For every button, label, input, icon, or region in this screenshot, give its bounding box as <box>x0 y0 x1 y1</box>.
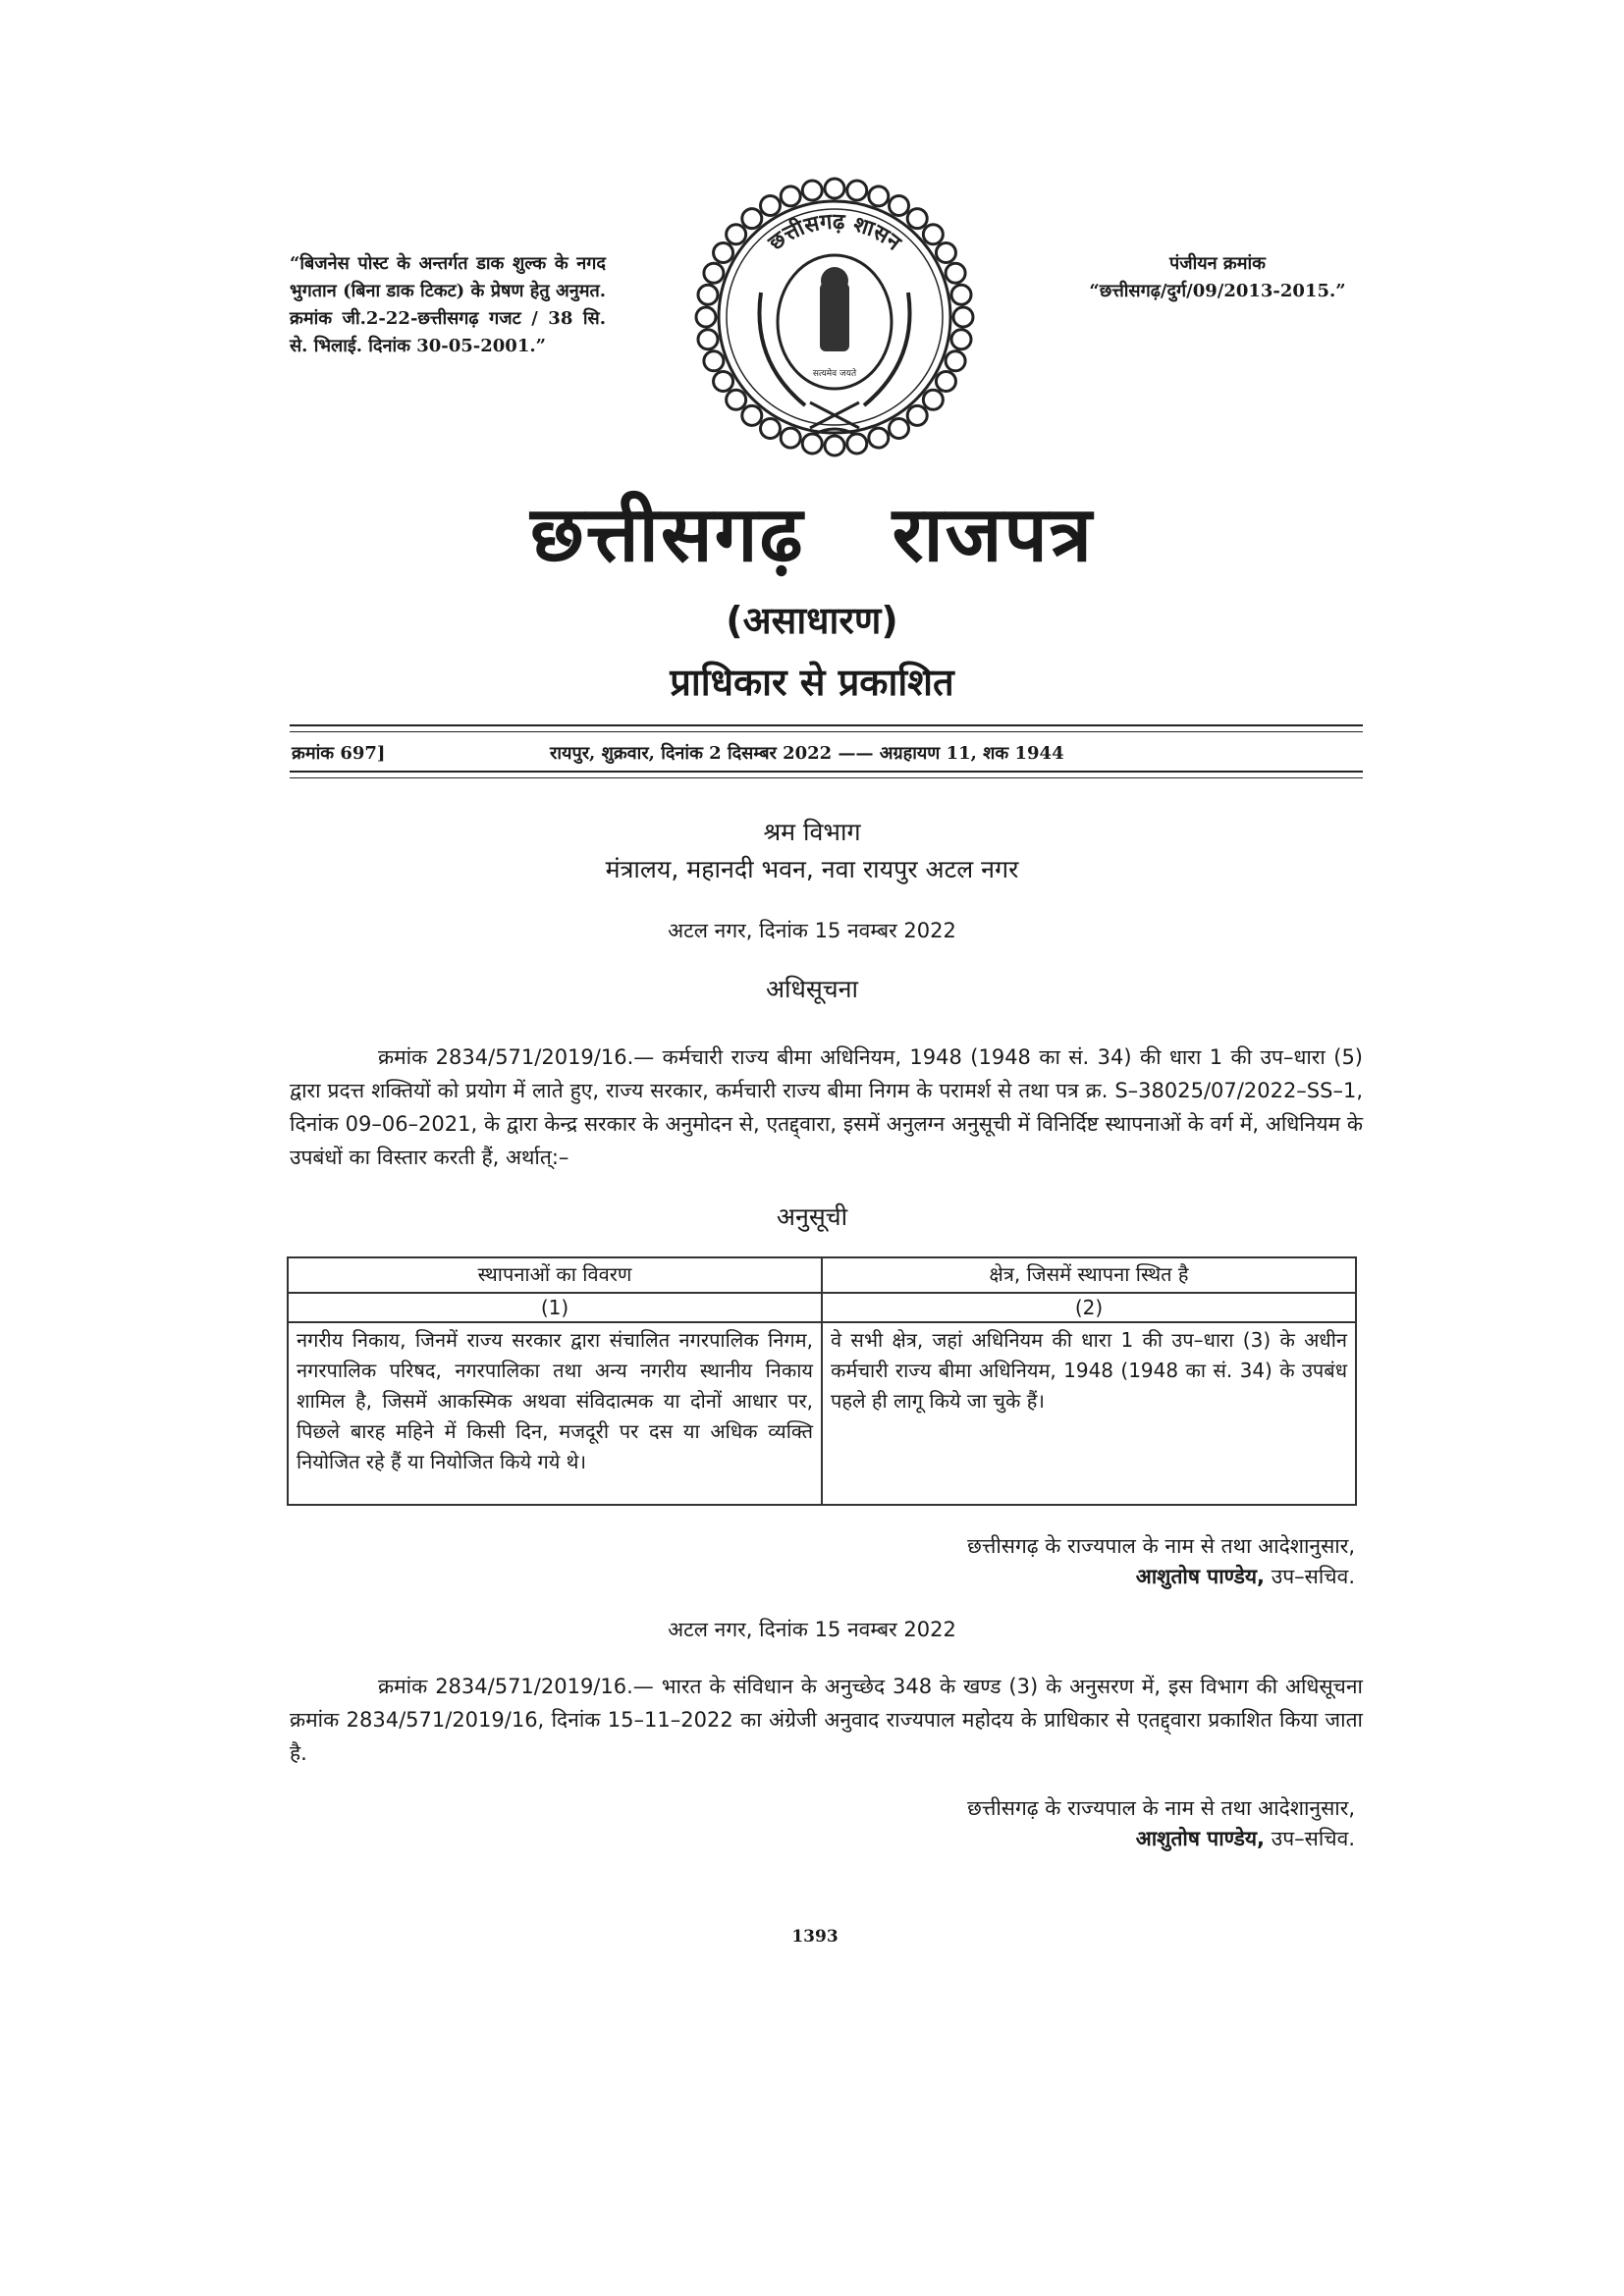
postal-permit-note: “बिजनेस पोस्ट के अन्तर्गत डाक शुल्क के नगद भुगतान (बिना डाक टिकट) के प्रेषण हेतु अनुमत. क्रमांक जी.2-22-छत्तीसगढ़ गजट / 38 सि. से. भिलाई. दिनांक 30-05-2001.” <box>290 253 606 356</box>
signature-block <box>967 1531 1355 1592</box>
seal-scallop <box>953 307 973 327</box>
seal-scallop <box>714 243 733 263</box>
column-header: क्षेत्र, जिसमें स्थापना स्थित है <box>822 1257 1356 1293</box>
seal-scallop <box>946 351 965 371</box>
seal-scallop <box>946 263 965 283</box>
signatory-title: उप–सचिव. <box>1271 1827 1355 1850</box>
seal-scallop <box>698 330 718 349</box>
seal-scallop <box>727 390 746 409</box>
table-cell: वे सभी क्षेत्र, जहां अधिनियम की धारा 1 की उप–धारा (3) के अधीन कर्मचारी राज्य बीमा अधिनियम, 1948 (1948 का सं. 34) के उपबंध पहले ही लागू किये जा चुके हैं। <box>822 1322 1356 1505</box>
seal-scallop <box>714 372 733 392</box>
seal-scallop <box>907 405 927 425</box>
extraordinary-label: (असाधारण) <box>726 599 898 642</box>
table-row <box>288 1322 1356 1505</box>
notice-body: क्रमांक 2834/571/2019/16.— कर्मचारी राज्य बीमा अधिनियम, 1948 (1948 का सं. 34) की धारा 1 की उप–धारा (5) द्वारा प्रदत्त शक्तियों को प्रयोग में लाते हुए, राज्य सरकार, कर्मचारी राज्य बीमा निगम के परामर्श से तथा पत्र क्र. S–38025/07/2022–SS–1, दिनांक 09–06–2021, के द्वारा केन्द्र सरकार के अनुमोदन से, एतद्द्वारा, इसमें अनुलग्न अनुसूची में विनिर्दिष्ट स्थापनाओं के वर्ग में, अधिनियम के उपबंधों का विस्तार करती हैं, अर्थात्:– <box>290 1045 1363 1169</box>
seal-scallop <box>825 436 844 455</box>
registration-number: “छत्तीसगढ़/दुर्ग/09/2013-2015.” <box>1089 281 1346 301</box>
state-emblem-seal-icon <box>692 175 977 459</box>
column-number: (2) <box>822 1293 1356 1322</box>
seal-scallop <box>936 372 955 392</box>
signature-line: छत्तीसगढ़ के राज्यपाल के नाम से तथा आदेशानुसार, <box>967 1534 1355 1558</box>
schedule-table <box>287 1256 1357 1506</box>
notice-body: क्रमांक 2834/571/2019/16.— भारत के संविधान के अनुच्छेद 348 के खण्ड (3) के अनुसरण में, इस विभाग की अधिसूचना क्रमांक 2834/571/2019/16, दिनांक 15–11–2022 का अंग्रेजी अनुवाद राज्यपाल महोदय के प्राधिकार से एतद्द्वारा प्रकाशित किया जाता है. <box>290 1675 1363 1765</box>
seal-scallop <box>951 330 971 349</box>
seal-scallop <box>951 285 971 304</box>
signature-line: छत्तीसगढ़ के राज्यपाल के नाम से तथा आदेशानुसार, <box>967 1796 1355 1820</box>
divider <box>290 724 1363 726</box>
signatory-title: उप–सचिव. <box>1271 1565 1355 1588</box>
seal-scallop <box>825 179 844 198</box>
seal-scallop <box>890 196 909 216</box>
seal-scallop <box>761 418 781 438</box>
seal-scallop <box>802 181 822 200</box>
seal-scallop <box>761 196 781 216</box>
divider <box>290 771 1363 773</box>
column-number: (1) <box>288 1293 822 1322</box>
seal-scallop <box>869 428 889 448</box>
divider <box>290 731 1363 732</box>
seal-scallop <box>936 243 955 263</box>
gazette-title: छत्तीसगढ़ राजपत्र <box>530 491 1094 579</box>
seal-scallop <box>742 209 762 229</box>
seal-scallop <box>869 187 889 206</box>
seal-scallop <box>802 434 822 454</box>
seal-scallop <box>923 390 943 409</box>
registration-block <box>1065 250 1370 305</box>
signatory-name: आशुतोष पाण्डेय, <box>1135 1565 1266 1588</box>
table-header-row <box>288 1257 1356 1293</box>
seal-scallop <box>704 351 724 371</box>
seal-scallop <box>923 225 943 244</box>
signature-block <box>967 1793 1355 1854</box>
seal-scallop <box>907 209 927 229</box>
notice-place-date: अटल नगर, दिनांक 15 नवम्बर 2022 <box>668 919 956 942</box>
seal-scallop <box>704 263 724 283</box>
seal-scallop <box>847 181 867 200</box>
seal-scallop <box>727 225 746 244</box>
page-number: 1393 <box>791 1927 839 1947</box>
column-number-row <box>288 1293 1356 1322</box>
registration-label: पंजीयन क्रमांक <box>1168 253 1266 274</box>
table-cell: नगरीय निकाय, जिनमें राज्य सरकार द्वारा संचालित नगरपालिक निगम, नगरपालिक परिषद, नगरपालिका तथा अन्य नगरीय स्थानीय निकाय शामिल है, जिसमें आकस्मिक अथवा संविदात्मक या दोनों आधार पर, पिछले बारह महिने में किसी दिन, मजदूरी पर दस या अधिक व्यक्ति नियोजित रहे हैं या नियोजित किये गये थे। <box>288 1322 822 1505</box>
seal-scallop <box>742 405 762 425</box>
schedule-heading: अनुसूची <box>776 1202 848 1231</box>
published-by-authority: प्राधिकार से प्रकाशित <box>670 661 954 704</box>
seal-scallop <box>890 418 909 438</box>
seal-scallop <box>781 187 800 206</box>
divider <box>290 777 1363 778</box>
seal-scallop <box>698 285 718 304</box>
department-name: श्रम विभाग <box>763 818 861 846</box>
notice-heading: अधिसूचना <box>765 975 859 1003</box>
issue-date: रायपुर, शुक्रवार, दिनांक 2 दिसम्बर 2022 —— अग्रहायण 11, शक 1944 <box>550 743 1064 764</box>
seal-scallop <box>696 307 716 327</box>
issue-number: क्रमांक 697] <box>292 743 386 764</box>
column-header: स्थापनाओं का विवरण <box>288 1257 822 1293</box>
svg-text:छत्तीसगढ़ शासन: छत्तीसगढ़ शासन <box>764 209 905 256</box>
seal-scallop <box>847 434 867 454</box>
signatory-name: आशुतोष पाण्डेय, <box>1135 1827 1266 1850</box>
seal-scallop <box>781 428 800 448</box>
notice-place-date: अटल नगर, दिनांक 15 नवम्बर 2022 <box>668 1618 956 1641</box>
department-address: मंत्रालय, महानदी भवन, नवा रायपुर अटल नगर <box>605 855 1019 883</box>
svg-text:सत्यमेव जयते: सत्यमेव जयते <box>812 369 857 379</box>
